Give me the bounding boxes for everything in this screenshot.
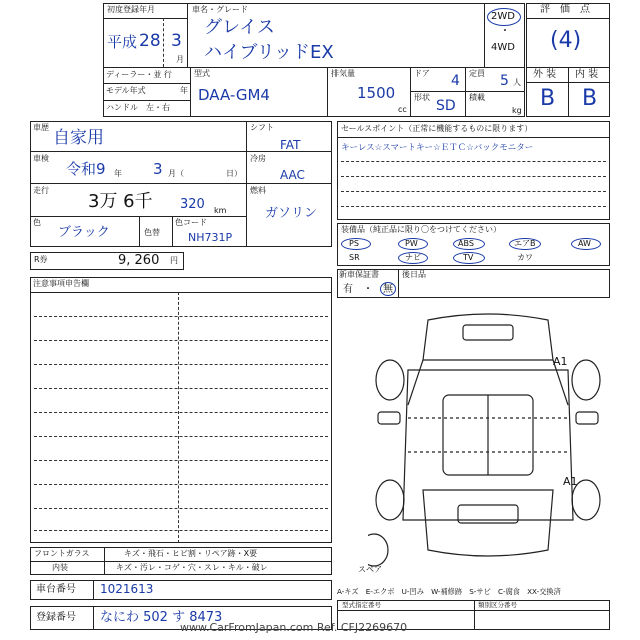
damage-mark-rear-right: A1 — [563, 475, 578, 488]
equip-aw-circle — [571, 238, 601, 250]
fuel-label: 燃料 — [250, 186, 266, 195]
equip-abs-circle — [453, 238, 485, 250]
new-car-warranty-value: 有 ・ 無 — [343, 284, 393, 295]
car-front-glass — [463, 325, 513, 340]
sales-point-text: キーレス☆スマートキー☆ＥＴＣ☆バックモニター — [341, 143, 534, 153]
name-grade-label: 車名・グレード — [192, 5, 248, 14]
color-change-label: 色替 — [144, 228, 160, 237]
plate-label: 登録番号 — [36, 612, 76, 623]
first-reg-month: 3 — [171, 31, 182, 51]
color-label: 色 — [33, 218, 41, 227]
inspection-day-unit: 日） — [226, 169, 242, 178]
cc-unit: cc — [398, 105, 407, 114]
usage-label: 車歴 — [33, 123, 49, 132]
warranty-none-circle — [380, 282, 396, 296]
recycle-label: R券 — [34, 255, 48, 264]
equip-pw-circle — [398, 238, 428, 250]
category-code-label: 類別区分番号 — [478, 601, 517, 609]
drive-4wd: 4WD — [491, 42, 515, 53]
interior-grade: B — [582, 86, 598, 111]
model-code-label: 型式指定番号 — [342, 601, 381, 609]
car-grade: ハイブリッドEX — [204, 42, 334, 63]
equipment-label: 装備品（純正品に限り〇をつけてください） — [341, 225, 501, 234]
equip-navi-circle — [398, 252, 428, 264]
type-label: 型式 — [194, 69, 210, 78]
rear-items-label: 後日品 — [402, 270, 426, 279]
car-damage-diagram — [368, 300, 608, 580]
car-front-outline — [423, 314, 553, 360]
capacity-unit: 人 — [513, 78, 521, 87]
equip-ps: PS — [349, 239, 359, 248]
inspection-label: 車検 — [33, 154, 49, 163]
inspection-month: 3 — [153, 160, 163, 178]
equip-sr: SR — [349, 253, 360, 262]
chassis-value: 1021613 — [100, 582, 154, 596]
interior-cond-text: キズ・汚レ・コゲ・穴・スレ・キル・破レ — [116, 563, 268, 572]
windshield-text: キズ・飛石・ヒビ割・リペア跡・X要 — [124, 549, 258, 558]
equip-leather: カワ — [517, 253, 533, 262]
first-reg-label: 初度登録年月 — [107, 5, 155, 14]
recycle-box — [30, 252, 184, 270]
fuel-value: ガソリン — [265, 206, 318, 221]
shift-label: シフト — [250, 123, 274, 132]
first-reg-year: 28 — [139, 31, 161, 51]
ac-value: AAC — [280, 168, 305, 182]
km-unit: km — [214, 206, 227, 215]
model-year-label: モデル年式 — [106, 86, 146, 95]
front-right-wheel — [572, 360, 600, 400]
windshield-label: フロントガラス — [34, 549, 90, 558]
equipment-row-2 — [341, 252, 607, 264]
usage-value: 自家用 — [53, 128, 104, 148]
displacement-label: 排気量 — [331, 69, 355, 78]
doors-value: 4 — [451, 73, 460, 89]
shape-value: SD — [436, 98, 456, 114]
equip-tv-circle — [453, 252, 485, 264]
displacement-value: 1500 — [357, 84, 396, 102]
exterior-grade: B — [540, 86, 556, 111]
mileage-sub: 320 — [180, 197, 205, 212]
first-reg-month-unit: 月 — [176, 55, 184, 64]
equip-pw: PW — [405, 239, 418, 248]
chassis-label: 車台番号 — [36, 584, 76, 595]
shift-value: FAT — [280, 138, 301, 152]
equip-airbag-circle — [509, 238, 541, 250]
equipment-row-1 — [341, 238, 607, 250]
drive-dot: ・ — [500, 26, 510, 37]
doors-label: ドア — [414, 69, 430, 78]
spare-tire — [368, 534, 388, 566]
capacity-value: 5 — [500, 73, 509, 89]
spare-label: スペア — [358, 565, 382, 574]
front-left-wheel — [376, 360, 404, 400]
color-code-value: NH731P — [188, 231, 233, 244]
kg-unit: kg — [512, 106, 522, 115]
score-label: 評 価 点 — [540, 4, 590, 15]
damage-mark-front-right: A1 — [553, 355, 568, 368]
dealer-label: ディーラー・並 行 — [106, 70, 172, 79]
capacity-label: 定員 — [469, 69, 485, 78]
equip-airbag: エアB — [514, 239, 536, 248]
car-name: グレイス — [204, 17, 275, 38]
handle-label: ハンドル 左・右 — [106, 103, 170, 112]
mileage-label: 走行 — [33, 186, 49, 195]
left-mirror — [378, 412, 400, 424]
exterior-label: 外 装 — [533, 69, 557, 80]
overall-score: (4) — [550, 28, 582, 53]
recycle-yen: 円 — [170, 256, 178, 265]
model-year-unit: 年 — [180, 86, 188, 95]
equip-tv: TV — [463, 253, 474, 262]
ac-label: 冷房 — [250, 154, 266, 163]
recycle-value: 9, 260 — [118, 253, 160, 268]
inspection-year-unit: 年 — [114, 169, 122, 178]
new-car-warranty-label: 新車保証書 — [339, 270, 379, 279]
watermark: www.CarFromJapan.com Ref. CFJ2269670 — [180, 621, 408, 634]
shape-label: 形状 — [414, 93, 430, 102]
damage-legend: A-キズ E-エクボ U-凹み W-補修跡 S-サビ C-腐食 XX-交換済 — [337, 587, 561, 596]
drive-2wd: 2WD — [491, 11, 515, 22]
color-value: ブラック — [58, 225, 110, 240]
equip-aw: AW — [578, 239, 591, 248]
inspection-era: 令和9 — [66, 160, 106, 178]
color-code-label: 色コード — [175, 218, 207, 227]
mileage-main: 3万 6千 — [88, 191, 153, 212]
interior-cond-label: 内装 — [52, 563, 68, 572]
equip-abs: ABS — [458, 239, 474, 248]
equip-ps-circle — [341, 238, 371, 250]
sales-point-label: セールスポイント（正常に機能するものに限ります） — [341, 124, 533, 133]
interior-label: 内 装 — [575, 69, 599, 80]
type-value: DAA-GM4 — [198, 86, 270, 104]
right-mirror — [576, 412, 598, 424]
load-label: 積載 — [469, 93, 485, 102]
plate-value: なにわ 502 す 8473 — [100, 610, 223, 625]
inspection-month-unit: 月（ — [168, 169, 184, 178]
notes-label: 注意事項申告欄 — [33, 279, 89, 288]
rear-left-wheel — [376, 480, 404, 520]
equip-navi: ナビ — [405, 253, 421, 262]
first-reg-era: 平成 — [107, 33, 138, 51]
